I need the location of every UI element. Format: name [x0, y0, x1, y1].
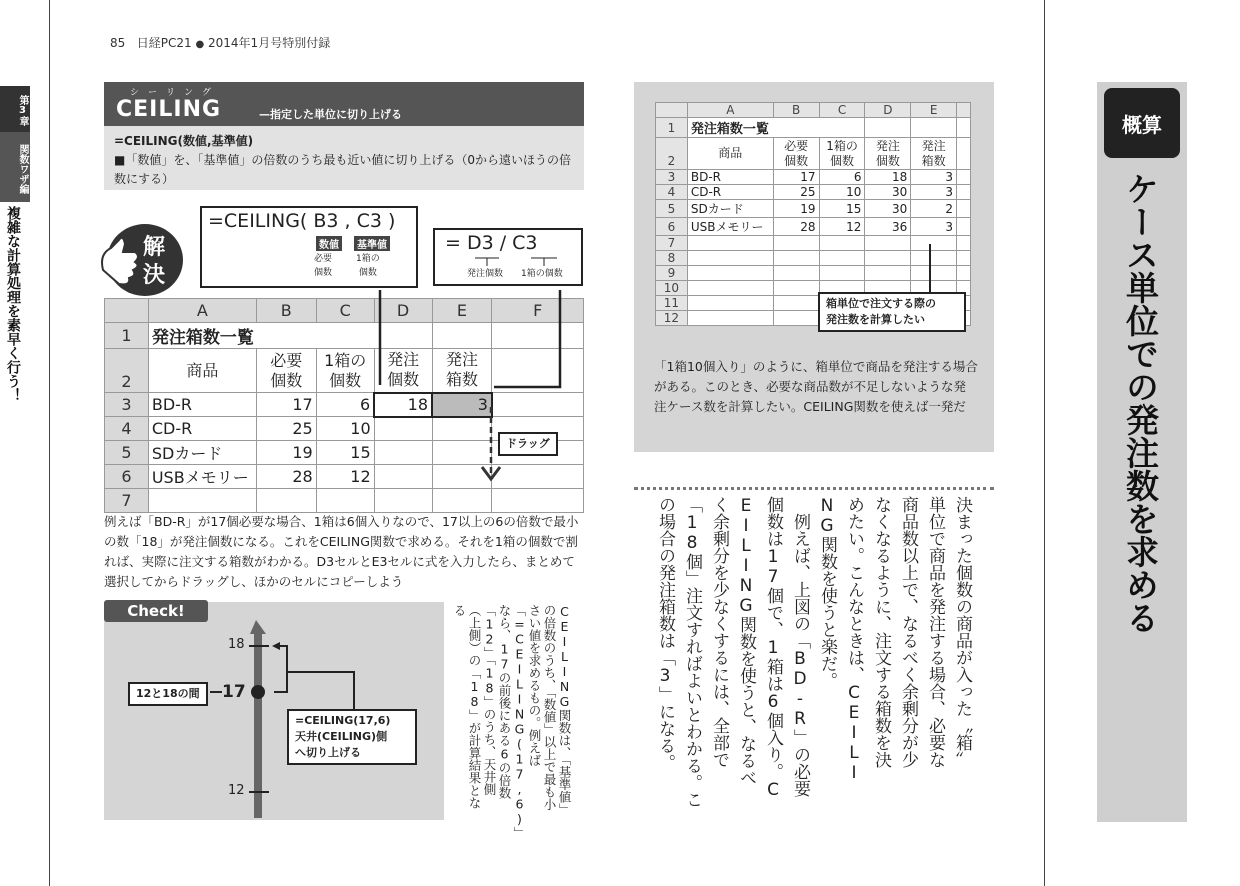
- sheet-title: 発注箱数一覧: [148, 323, 374, 349]
- formula-callout-d3: [200, 206, 418, 288]
- table-row: 5 SDカード 19 15: [105, 441, 584, 465]
- column-header-row: A B C D E F: [105, 299, 584, 323]
- vline-8: 個数は17個で、1箱は6個入り。C: [763, 496, 783, 800]
- tick-12: 12: [228, 783, 245, 798]
- vline-10: く余剰分を少なくするには、全部で: [709, 496, 729, 768]
- vline-2: 単位で商品を発注する場合、必要な: [925, 496, 945, 768]
- formula-text: =CEILING( B3 , C3 ): [208, 210, 396, 232]
- dotted-divider: [634, 487, 994, 490]
- formula2-text: = D3 / C3: [445, 232, 538, 254]
- vline-11: 「18個」注文すればよいとわかる。こ: [682, 496, 702, 808]
- ceiling-explain: =CEILING(17,6) 天井(CEILING)側 へ切り上げる: [287, 709, 417, 765]
- chapter-title: 複雑な計算処理を素早く行う！: [5, 206, 21, 402]
- vline-1: 決まった個数の商品が入った〝箱〟: [952, 496, 972, 768]
- function-title-box: [104, 82, 584, 126]
- syntax-box: [104, 126, 584, 190]
- table-row: 6 USBメモリー 28 12: [105, 465, 584, 489]
- category-tab: 概算: [1104, 88, 1180, 158]
- tick-17: 17: [222, 682, 246, 702]
- table-row: 4 CD-R 25 10: [105, 417, 584, 441]
- result-callout: 箱単位で注文する際の 発注数を計算したい: [818, 292, 966, 332]
- page-gutter-rule: [1044, 0, 1045, 886]
- syntax-description: ■「数値」を、「基準値」の倍数のうち最も近い値に切り上げる（0から遠いほうの倍数にする）: [114, 153, 571, 186]
- vline-6: NG関数を使うと楽だ。: [817, 496, 837, 689]
- vline-3: 商品数以上で、なるべく余剰分が少: [898, 496, 918, 768]
- table-row: 5 SDカード 19 15 30 2: [656, 200, 971, 218]
- function-name: CEILING: [116, 97, 222, 122]
- table-row: 2 商品 必要 個数 1箱の 個数 発注 個数 発注 箱数: [105, 349, 584, 393]
- bullet-icon: ●: [195, 39, 205, 50]
- tick-18: 18: [228, 637, 245, 652]
- vertical-body: [630, 496, 975, 826]
- formula2-label-2: 1箱の個数: [521, 269, 563, 279]
- page-left-rule: [49, 0, 50, 886]
- vline-12: の場合の発注箱数は「3」になる。: [655, 496, 675, 771]
- solution-badge: [95, 218, 185, 298]
- check-text: CEILING関数は、「基準値」の倍数のうち、「数値」以上で最も小さい値を求めるもの。例えば「=CEILING(17,6)」なら、17の前後にある6の倍数「12」「18」のうち、天井側（上側）の「18」が計算結果となる: [452, 604, 572, 839]
- main-title: ケース単位での発注数を求める: [1121, 172, 1160, 634]
- vline-4: なくなるように、注文する箱数を決: [871, 496, 891, 768]
- issue: 2014年1月号特別付録: [208, 36, 331, 50]
- vline-7: 例えば、上図の「BD-R」の必要: [790, 496, 810, 797]
- drag-label: ドラッグ: [498, 432, 558, 456]
- function-subtitle: —指定した単位に切り上げる: [259, 108, 402, 121]
- table-row: 1 発注箱数一覧: [105, 323, 584, 349]
- publication: 日経PC21: [136, 36, 192, 50]
- badge-char-2: 決: [143, 263, 166, 288]
- cell-d3[interactable]: 18: [374, 393, 432, 417]
- table-row: 6 USBメモリー 28 12 36 3: [656, 218, 971, 236]
- arg-label-1: 必要 個数: [314, 254, 333, 278]
- arg-label-2: 1箱の 個数: [356, 254, 380, 278]
- table-row: 1 発注箱数一覧: [656, 118, 971, 138]
- bracket-lines: [435, 256, 585, 268]
- section-tab: 関数ワザ編: [0, 132, 30, 202]
- example-caption: 「1箱10個入り」のように、箱単位で商品を発注する場合がある。このとき、必要な商品数が不足しないような発注ケース数を計算したい。CEILING関数を使えば一発だ: [654, 359, 978, 414]
- arg-tag-number: 数値: [316, 236, 342, 251]
- vline-5: めたい。こんなときは、CEILI: [844, 496, 864, 783]
- formula2-label-1: 発注個数: [467, 269, 504, 279]
- table-row: 7: [105, 489, 584, 513]
- syntax: =CEILING(数値,基準値): [114, 134, 254, 148]
- formula-callout-e3: [433, 228, 583, 286]
- check-label: Check!: [104, 600, 208, 622]
- table-row: 4 CD-R 25 10 30 3: [656, 185, 971, 200]
- badge-char-1: 解: [143, 235, 166, 260]
- thumbs-up-icon: [95, 218, 185, 298]
- table-row: 3 BD-R 17 6 18 3: [656, 170, 971, 185]
- table-row: 3 BD-R 17 6 18 3: [105, 393, 584, 417]
- page-number: 85: [110, 36, 126, 50]
- running-header: [110, 34, 330, 51]
- callout-pointer: [925, 244, 935, 294]
- table-row: 2 商品 必要 個数 1箱の 個数 発注 個数 発注 箱数: [656, 138, 971, 170]
- body-text-1: 例えば「BD-R」が17個必要な場合、1箱は6個入りなので、17以上の6の倍数で最小の数「18」が発注個数になる。これをCEILING関数で求める。それを1箱の個数で割れば、実際に注文する箱数がわかる。D3セルとE3セルに式を入力したら、まとめて選択してからドラッグし、ほかのセルにコピーしよう: [104, 514, 579, 589]
- arg-tag-significance: 基準値: [354, 236, 390, 251]
- spreadsheet-result: A B C D E 1 発注箱数一覧 2 商品 必要 個数 1箱の 個数 発注 個数 発注 箱数 3 BD-R 17 6 18 3 4 CD-R 25 10 30 3 5 SDカード 19 15 30 2 6 USBメモリー 28 12 36 3 7 8 9 10 11 12: [655, 102, 971, 326]
- cell-e3[interactable]: 3: [432, 393, 492, 417]
- vline-9: EILING関数を使うと、なるべ: [736, 496, 756, 786]
- function-ruby: シーリング: [130, 88, 220, 98]
- chapter-tab: 第3章: [0, 86, 30, 132]
- between-label: 12と18の間: [128, 682, 208, 706]
